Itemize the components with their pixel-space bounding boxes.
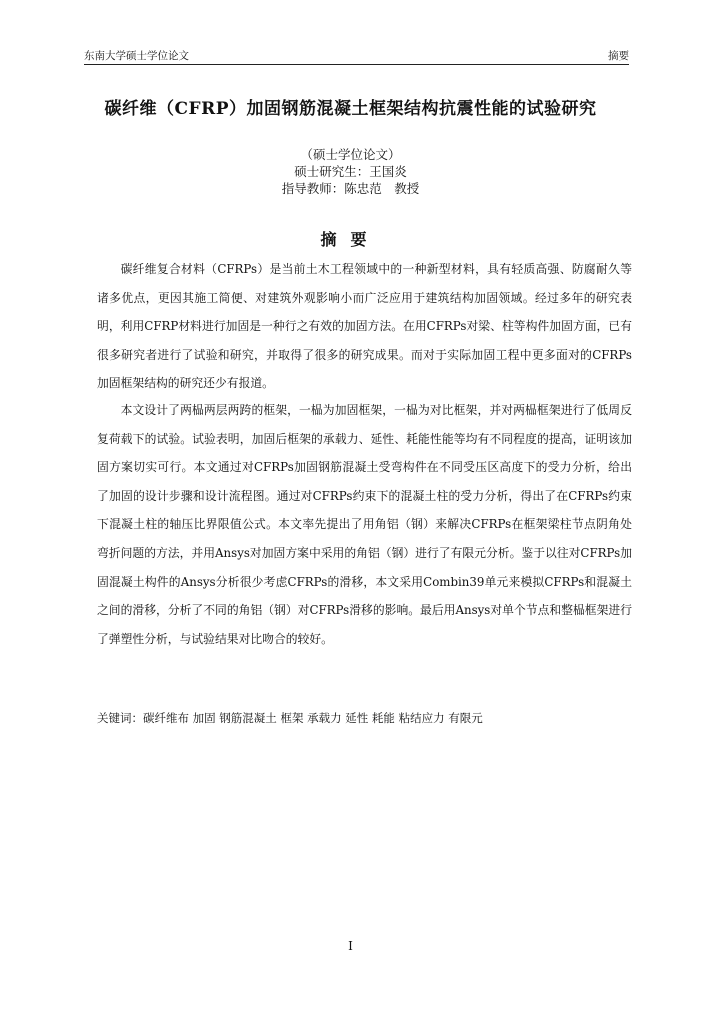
thesis-type: （硕士学位论文） bbox=[300, 147, 401, 162]
thesis-title: 碳纤维（CFRP）加固钢筋混凝土框架结构抗震性能的试验研究 bbox=[104, 99, 597, 119]
header-university: 东南大学硕士学位论文 bbox=[84, 50, 189, 62]
header-section: 摘要 bbox=[608, 50, 629, 62]
advisor-name: 指导教师：陈忠范 教授 bbox=[281, 181, 420, 196]
abstract-paragraph-1: 碳纤维复合材料（CFRPs）是当前土木工程领域中的一种新型材料，具有轻质高强、防腐耐久等诸多优点，更因其施工简便、对建筑外观影响小而广泛应用于建筑结构加固领域。经过多年的研究表明，利用CFRP材料进行加固是一种行之有效的加固方法。在用CFRPs对梁、柱等构件加固方面，已有很多研究者进行了试验和研究，并取得了很多的研究成果。而对于实际加固工程中更多面对的CFRPs加固框架结构的研究还少有报道。 bbox=[97, 262, 632, 391]
student-name: 硕士研究生：王国炎 bbox=[294, 164, 407, 179]
page-number: I bbox=[348, 939, 353, 953]
page-header bbox=[84, 48, 629, 65]
abstract-paragraph-2: 本文设计了两榀两层两跨的框架，一榀为加固框架，一榀为对比框架，并对两榀框架进行了低周反复荷载下的试验。试验表明，加固后框架的承载力、延性、耗能性能等均有不同程度的提高，证明该加固方案切实可行。本文通过对CFRPs加固钢筋混凝土受弯构件在不同受压区高度下的受力分析，给出了加固的设计步骤和设计流程图。通过对CFRPs约束下的混凝土柱的受力分析，得出了在CFRPs约束下混凝土柱的轴压比界限值公式。本文率先提出了用角铝（钢）来解决CFRPs在框架梁柱节点阴角处弯折问题的方法，并用Ansys对加固方案中采用的角铝（钢）进行了有限元分析。鉴于以往对CFRPs加固混凝土构件的Ansys分析很少考虑CFRPs的滑移，本文采用Combin39单元来模拟CFRPs和混凝土之间的滑移，分析了不同的角铝（钢）对CFRPs滑移的影响。最后用Ansys对单个节点和整榀框架进行了弹塑性分析，与试验结果对比吻合的较好。 bbox=[97, 403, 632, 646]
abstract-heading: 摘要 bbox=[320, 230, 381, 249]
keywords: 关键词：碳纤维布 加固 钢筋混凝土 框架 承载力 延性 耗能 粘结应力 有限元 bbox=[97, 711, 483, 725]
